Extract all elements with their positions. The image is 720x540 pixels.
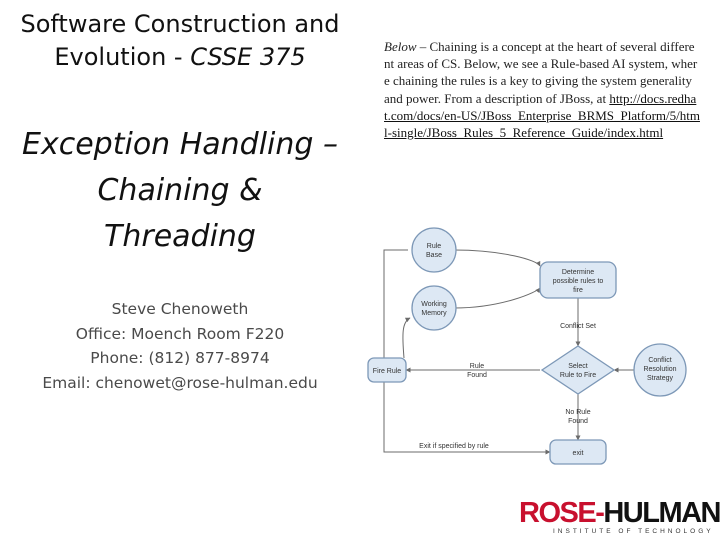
exit-node	[550, 440, 606, 464]
rule-found-label: Rule	[469, 363, 485, 370]
determine-rules-node	[540, 262, 616, 298]
determine-label: Determine	[561, 269, 595, 276]
logo-tagline: INSTITUTE OF TECHNOLOGY	[553, 528, 714, 535]
rose-hulman-logo	[519, 497, 720, 538]
select-label: Select	[568, 363, 588, 370]
select-label: Rule to Fire	[559, 372, 597, 379]
rule-base-label: Rule	[426, 243, 442, 250]
fire-rule-label: Fire Rule	[372, 368, 402, 375]
determine-label: fire	[573, 287, 583, 294]
rule-engine-diagram	[362, 222, 702, 472]
subtitle-line: Threading	[104, 219, 256, 254]
logo-hulman: HULMAN	[603, 497, 720, 529]
logo-dash: -	[595, 497, 604, 529]
logo-wordmark	[519, 498, 720, 528]
description-lead: Below	[384, 39, 417, 54]
contact-email: Email: chenowet@rose-hulman.edu	[42, 373, 318, 392]
working-memory-label: Working	[421, 301, 447, 308]
exit-condition-label: Exit if specified by rule	[419, 443, 489, 450]
select-rule-node	[542, 346, 614, 394]
working-memory-label: Memory	[421, 310, 447, 317]
slide-subtitle	[10, 122, 350, 260]
working-memory-node	[412, 286, 456, 330]
description-body: – Chaining is a concept at the heart of several different areas of CS. Below, we see a Rule-based AI system, where chaining the rules is a key to giving the system generality and power. From a description of JBoss, at	[384, 39, 698, 106]
subtitle-line: Exception Handling –	[22, 127, 338, 162]
strategy-label: Strategy	[646, 375, 674, 382]
fire-rule-node	[368, 358, 406, 382]
determine-label: possible rules to	[552, 278, 604, 285]
strategy-label: Resolution	[643, 366, 677, 373]
rule-base-label: Base	[426, 252, 442, 259]
strategy-label: Conflict	[648, 357, 672, 364]
logo-rose: ROSE	[519, 497, 596, 529]
contact-name: Steve Chenoweth	[111, 300, 249, 318]
subtitle-line: Chaining &	[97, 173, 263, 208]
rule-base-node	[412, 228, 456, 272]
course-title	[10, 8, 350, 74]
conflict-set-label: Conflict Set	[560, 323, 596, 330]
contact-phone: Phone: (812) 877-8974	[90, 349, 270, 367]
course-title-text: Software Construction and Evolution -	[20, 10, 340, 71]
rule-found-label: Found	[467, 372, 487, 379]
exit-label: exit	[572, 450, 584, 457]
conflict-strategy-node	[634, 344, 686, 396]
contact-block	[10, 297, 350, 395]
contact-office: Office: Moench Room F220	[75, 324, 285, 343]
course-code: CSSE 375	[190, 43, 306, 71]
no-rule-found-label: Found	[568, 418, 588, 425]
no-rule-found-label: No Rule	[565, 409, 591, 416]
jboss-reference-link[interactable]: http://docs.redhat.com/docs/en-US/JBoss_Enterprise_BRMS_Platform/5/html-single/JBoss_Rules_5_Reference_Guide/index.html	[384, 90, 700, 141]
description-text	[384, 38, 700, 141]
